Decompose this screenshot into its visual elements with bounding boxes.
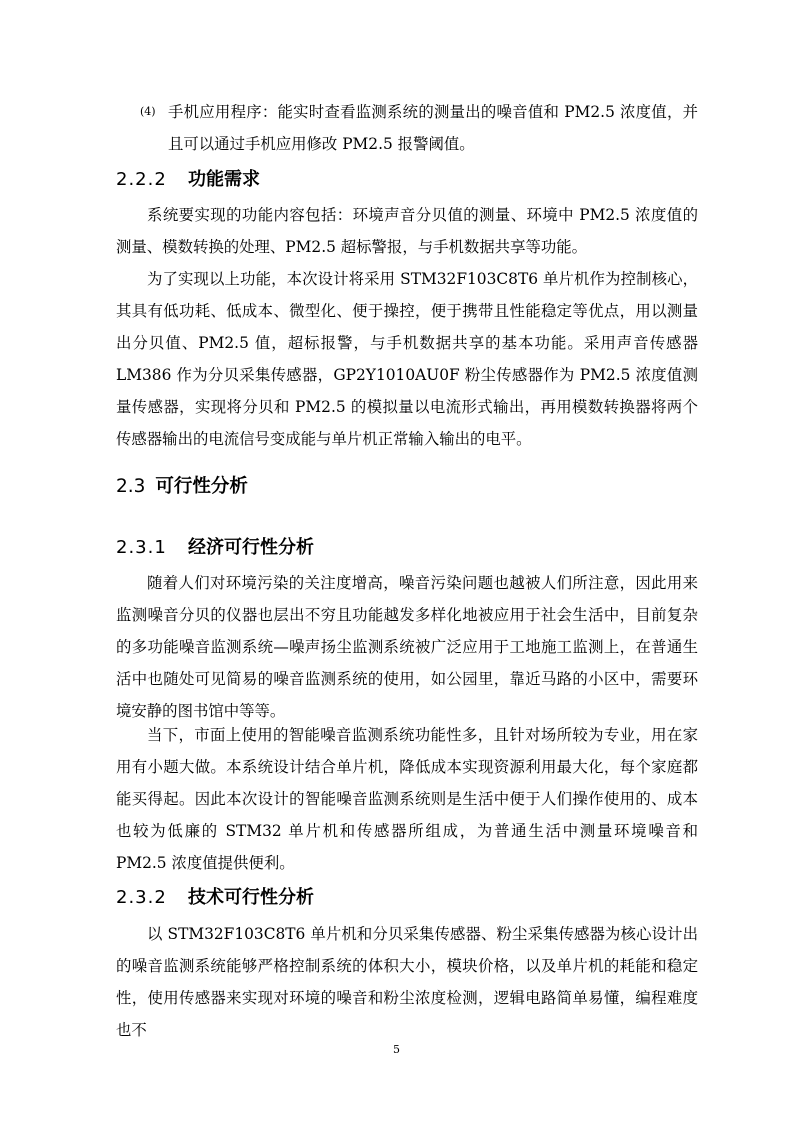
section-title: 技术可行性分析 (188, 887, 314, 908)
paragraph: 当下，市面上使用的智能噪音监测系统功能性多，且针对场所较为专业，用在家用有小题大做。本系统设计结合单片机，降低成本实现资源利用最大化，每个家庭都能买得起。因此本次设计的智能噪音监测系统则是生活中便于人们操作使用的、成本也较为低廉的 STM32 单片机和传感器所组成，为普通生活中测量环境噪音和 PM2.5 浓度值提供便利。 (116, 726, 698, 872)
list-marker: (4) (140, 105, 156, 118)
page-number: 5 (393, 1043, 400, 1056)
section-heading-2-3-1 (116, 534, 314, 562)
paragraph: 以 STM32F103C8T6 单片机和分贝采集传感器、粉尘采集传感器为核心设计出的噪音监测系统能够严格控制系统的体积大小，模块价格，以及单片机的耗能和稳定性，使用传感器来实现对环境的噪音和粉尘浓度检测，逻辑电路简单易懂，编程难度也不 (116, 925, 698, 1039)
section-number: 2.3.1 (116, 537, 167, 558)
paragraph: 随着人们对环境污染的关注度增高，噪音污染问题也越被人们所注意，因此用来监测噪音分贝的仪器也层出不穷且功能越发多样化地被应用于社会生活中，目前复杂的多功能噪音监测系统—噪声扬尘监测系统被广泛应用于工地施工监测上，在普通生活中也随处可见简易的噪音监测系统的使用，如公园里，靠近马路的小区中，需要环境安静的图书馆中等等。 (116, 574, 698, 720)
section-title: 经济可行性分析 (188, 537, 314, 558)
list-item-text: 手机应用程序：能实时查看监测系统的测量出的噪音值和 PM2.5 浓度值，并且可以通过手机应用修改 PM2.5 报警阈值。 (168, 103, 698, 153)
paragraph: 系统要实现的功能内容包括：环境声音分贝值的测量、环境中 PM2.5 浓度值的测量、模数转换的处理、PM2.5 超标警报，与手机数据共享等功能。 (116, 206, 698, 256)
paragraph: 为了实现以上功能，本次设计将采用 STM32F103C8T6 单片机作为控制核心，其具有低功耗、低成本、微型化、便于操控，便于携带且性能稳定等优点，用以测量出分贝值、PM2.5 值，超标报警，与手机数据共享的基本功能。采用声音传感器 LM386 作为分贝采集传感器，GP2Y1010AU0F 粉尘传感器作为 PM2.5 浓度值测量传感器，实现将分贝和 PM2.5 的模拟量以电流形式输出，再用模数转换器将两个传感器输出的电流信号变成能与单片机正常输入输出的电平。 (116, 270, 698, 448)
section-heading-2-2-2 (116, 166, 260, 194)
section-title: 可行性分析 (155, 476, 248, 497)
section-heading-2-3 (116, 473, 248, 501)
section-number: 2.3 (116, 476, 146, 497)
section-title: 功能需求 (188, 169, 260, 190)
list-item-4 (140, 96, 698, 160)
section-number: 2.2.2 (116, 169, 167, 190)
section-heading-2-3-2 (116, 884, 314, 912)
section-number: 2.3.2 (116, 887, 167, 908)
